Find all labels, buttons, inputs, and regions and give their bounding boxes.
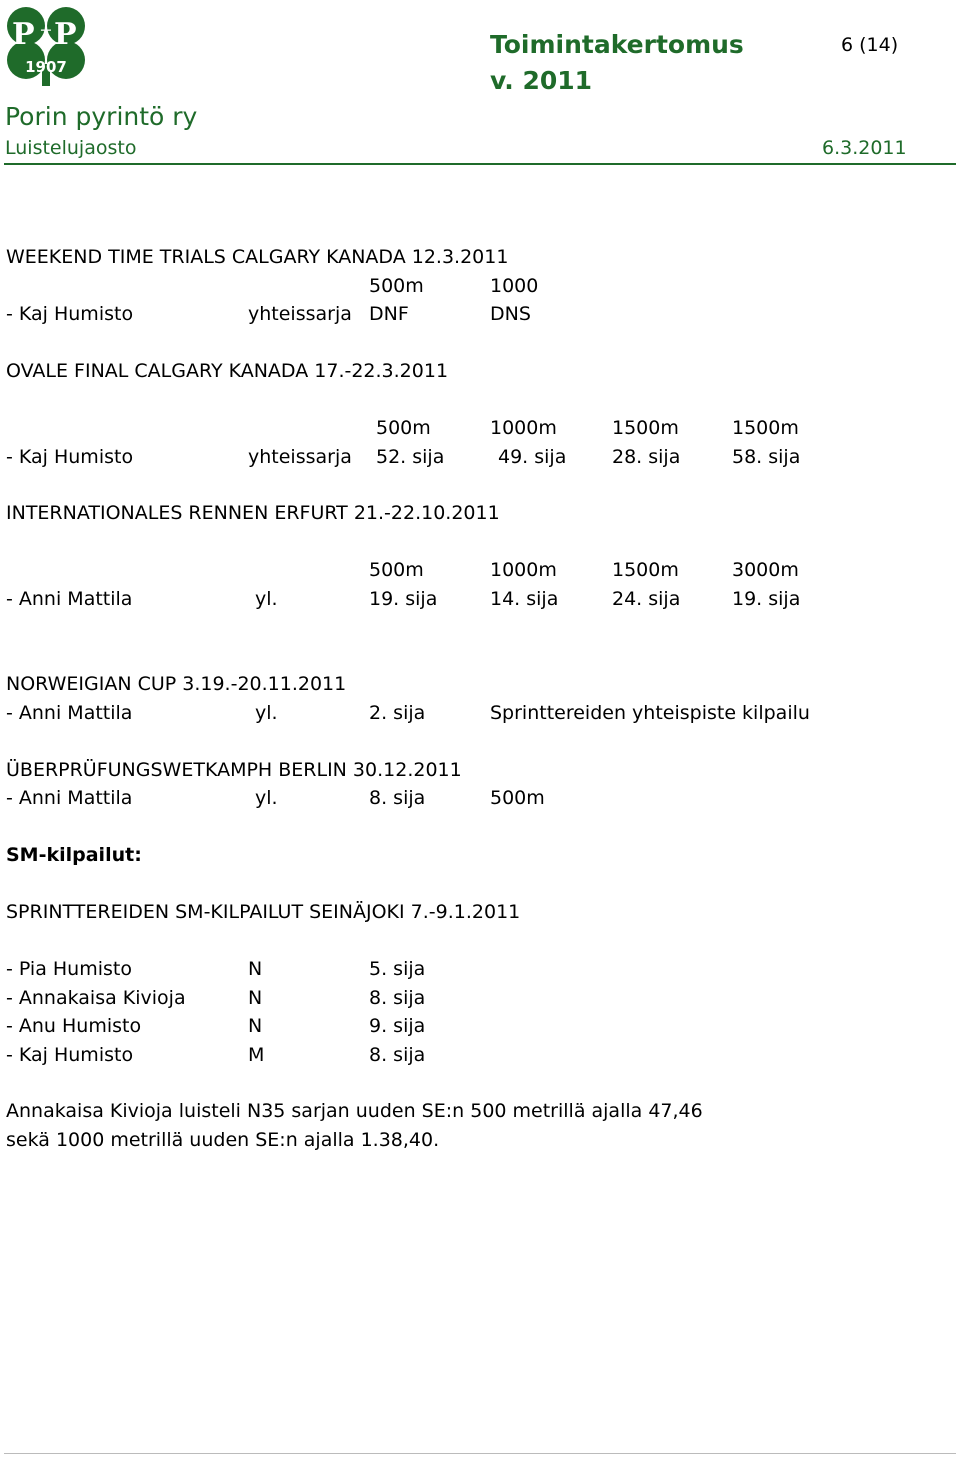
result: DNF: [369, 303, 409, 325]
result-note: 500m: [490, 787, 545, 809]
distance-label: 500m: [369, 275, 424, 297]
page-edge-line: [4, 1453, 956, 1454]
doc-title: Toimintakertomus: [490, 30, 744, 59]
athlete-class: N: [248, 987, 263, 1009]
athlete-class: N: [248, 1015, 263, 1037]
athlete-name: - Anu Humisto: [6, 1015, 142, 1037]
athlete-name: - Kaj Humisto: [6, 303, 134, 325]
distance-label: 1500m: [612, 417, 679, 439]
header-divider: [4, 163, 956, 165]
logo-year: 1907: [25, 58, 67, 76]
page-number: 6 (14): [841, 34, 899, 56]
section-title: SPRINTTEREIDEN SM-KILPAILUT SEINÄJOKI 7.-9.1.2011: [6, 901, 521, 923]
result-note: Sprinttereiden yhteispiste kilpailu: [490, 702, 810, 724]
athlete-name: - Kaj Humisto: [6, 446, 134, 468]
athlete-name: - Pia Humisto: [6, 958, 132, 980]
department: Luistelujaosto: [5, 137, 137, 159]
athlete-name: - Annakaisa Kivioja: [6, 987, 186, 1009]
org-name: Porin pyrintö ry: [5, 102, 198, 131]
athlete-class: N: [248, 958, 263, 980]
athlete-class: yl.: [255, 787, 278, 809]
result: 5. sija: [369, 958, 426, 980]
result: 24. sija: [612, 588, 681, 610]
result: 49. sija: [498, 446, 567, 468]
result: 28. sija: [612, 446, 681, 468]
athlete-class: yl.: [255, 702, 278, 724]
athlete-name: - Kaj Humisto: [6, 1044, 134, 1066]
athlete-class: yl.: [255, 588, 278, 610]
club-logo: [4, 4, 88, 88]
distance-label: 1500m: [732, 417, 799, 439]
result: 19. sija: [369, 588, 438, 610]
result: DNS: [490, 303, 531, 325]
section-title: OVALE FINAL CALGARY KANADA 17.-22.3.2011: [6, 360, 449, 382]
result: 58. sija: [732, 446, 801, 468]
athlete-name: - Anni Mattila: [6, 588, 133, 610]
section-title: INTERNATIONALES RENNEN ERFURT 21.-22.10.2011: [6, 502, 500, 524]
doc-title-year: v. 2011: [490, 66, 593, 95]
result: 8. sija: [369, 987, 426, 1009]
record-note: Annakaisa Kivioja luisteli N35 sarjan uuden SE:n 500 metrillä ajalla 47,46: [6, 1100, 703, 1122]
result: 8. sija: [369, 787, 426, 809]
svg-text:P: P: [12, 17, 35, 52]
result: 9. sija: [369, 1015, 426, 1037]
result: 8. sija: [369, 1044, 426, 1066]
sm-heading: SM-kilpailut:: [6, 844, 142, 866]
section-title: NORWEIGIAN CUP 3.19.-20.11.2011: [6, 673, 347, 695]
athlete-name: - Anni Mattila: [6, 702, 133, 724]
section-title: ÜBERPRÜFUNGSWETKAMPH BERLIN 30.12.2011: [6, 759, 462, 781]
distance-label: 1000m: [490, 559, 557, 581]
distance-label: 3000m: [732, 559, 799, 581]
distance-label: 1000m: [490, 417, 557, 439]
athlete-class: yhteissarja: [248, 303, 352, 325]
distance-label: 1500m: [612, 559, 679, 581]
result: 19. sija: [732, 588, 801, 610]
result: 52. sija: [376, 446, 445, 468]
distance-label: 500m: [376, 417, 431, 439]
svg-text:+: +: [39, 20, 53, 39]
athlete-name: - Anni Mattila: [6, 787, 133, 809]
result: 2. sija: [369, 702, 426, 724]
section-title: WEEKEND TIME TRIALS CALGARY KANADA 12.3.2011: [6, 246, 509, 268]
svg-text:P: P: [54, 17, 77, 52]
distance-label: 500m: [369, 559, 424, 581]
distance-label: 1000: [490, 275, 539, 297]
athlete-class: M: [248, 1044, 265, 1066]
result: 14. sija: [490, 588, 559, 610]
header-date: 6.3.2011: [822, 137, 907, 159]
athlete-class: yhteissarja: [248, 446, 352, 468]
record-note: sekä 1000 metrillä uuden SE:n ajalla 1.38,40.: [6, 1129, 440, 1151]
